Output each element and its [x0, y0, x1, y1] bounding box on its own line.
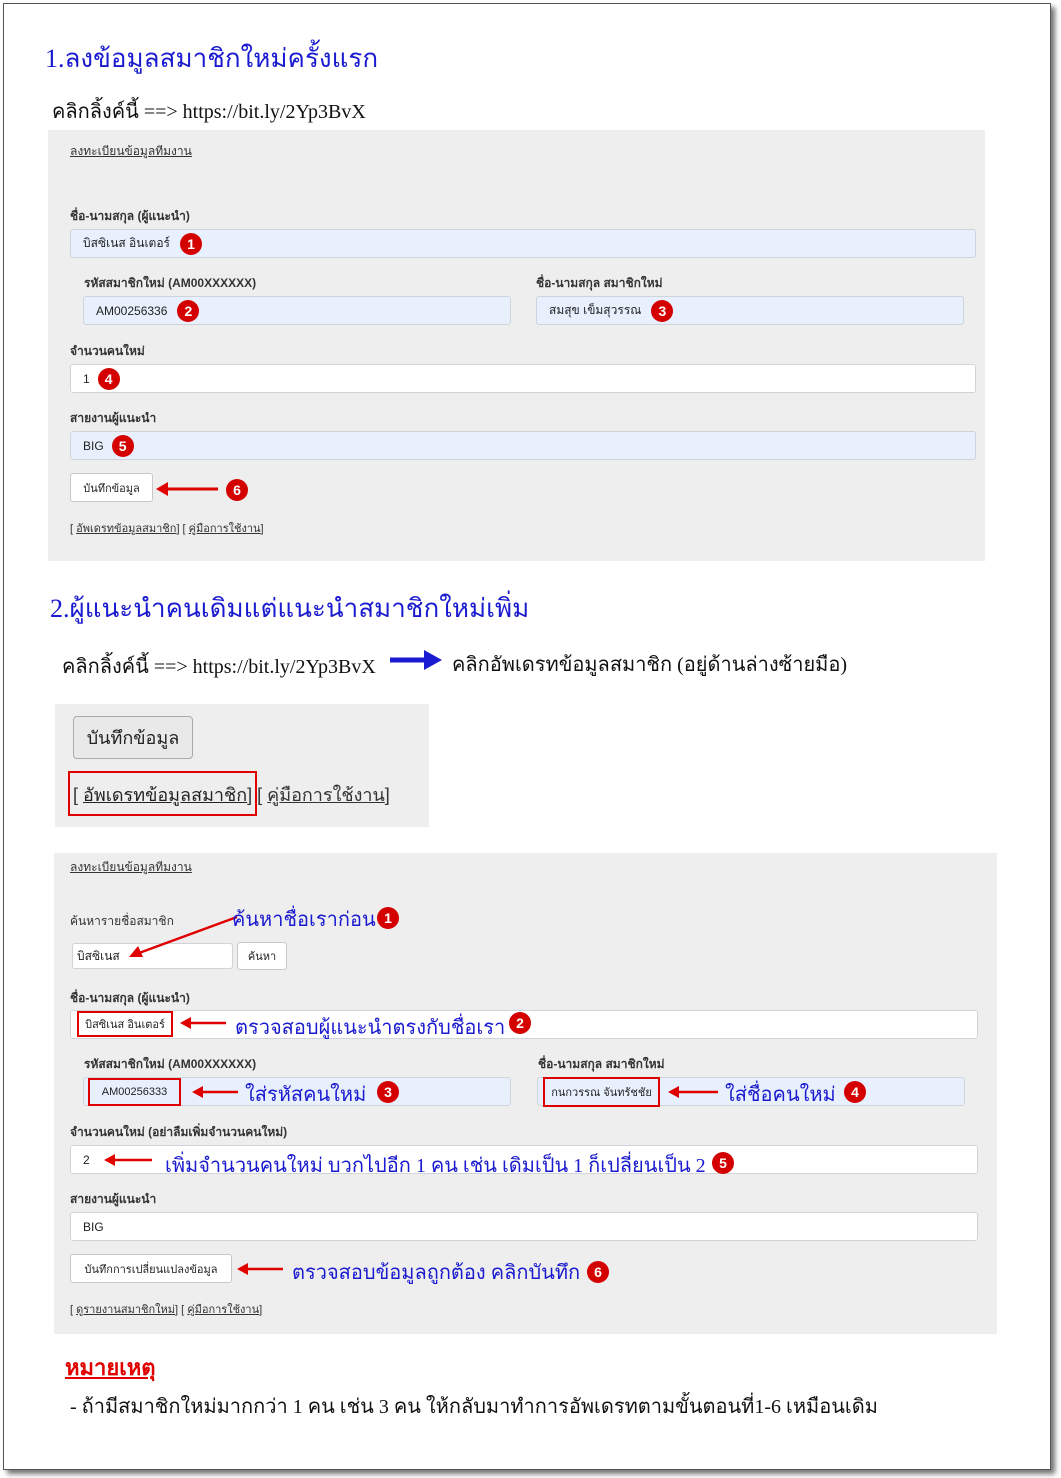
- instruction-url[interactable]: https://bit.ly/2Yp3BvX: [182, 101, 366, 123]
- arrow-left-icon: [180, 1015, 226, 1031]
- search-label: ค้นหารายชื่อสมาชิก: [70, 914, 174, 928]
- step-badge-1: 1: [180, 233, 202, 255]
- note-title: หมายเหตุ: [65, 1355, 156, 1380]
- line-input-2[interactable]: [70, 1212, 978, 1241]
- arrow-left-icon: [156, 480, 220, 498]
- save-changes-button[interactable]: บันทึกการเปลี่ยนแปลงข้อมูล: [70, 1254, 232, 1283]
- step-badge-6: 6: [226, 479, 248, 501]
- annotation-badge-5: 5: [712, 1152, 734, 1174]
- member-code-label: รหัสสมาชิกใหม่ (AM00XXXXXX): [84, 276, 257, 290]
- section1-instruction: [52, 95, 366, 127]
- step-badge-5: 5: [112, 435, 134, 457]
- member-name-label-2: ชื่อ-นามสกุล สมาชิกใหม่: [538, 1057, 665, 1071]
- section2-heading: 2.ผู้แนะนำคนเดิมแต่แนะนำสมาชิกใหม่เพิ่ม: [50, 594, 530, 623]
- arrow-right-icon: [390, 649, 442, 671]
- arrow-left-icon: [668, 1084, 718, 1100]
- instruction-url[interactable]: https://bit.ly/2Yp3BvX: [192, 656, 376, 678]
- step-badge-3: 3: [651, 300, 673, 322]
- annotation-5: เพิ่มจำนวนคนใหม่ บวกไปอีก 1 คน เช่น เดิมเป็น 1 ก็เปลี่ยนเป็น 2: [165, 1155, 706, 1177]
- register-link[interactable]: ลงทะเบียนข้อมูลทีมงาน: [70, 144, 192, 158]
- zoom-manual-link[interactable]: คู่มือการใช้งาน: [267, 785, 385, 805]
- zoom-save-button[interactable]: บันทึกข้อมูล: [73, 716, 193, 759]
- referrer-value: บิสซิเนส อินเตอร์: [83, 236, 171, 250]
- annotation-badge-4: 4: [844, 1081, 866, 1103]
- section2-instruction-note: คลิกอัพเดรทข้อมูลสมาชิก (อยู่ด้านล่างซ้ายมือ): [452, 654, 848, 676]
- note-text: - ถ้ามีสมาชิกใหม่มากกว่า 1 คน เช่น 3 คน ให้กลับมาทำการอัพเดรทตามขั้นตอนที่1-6 เหมือนเดิม: [70, 1396, 878, 1418]
- line-value-2: BIG: [83, 1219, 104, 1234]
- member-code-input[interactable]: [83, 296, 511, 325]
- annotation-2: ตรวจสอบผู้แนะนำตรงกับชื่อเรา: [235, 1017, 506, 1039]
- zoom-update-link[interactable]: อัพเดรทข้อมูลสมาชิก: [83, 785, 248, 805]
- annotation-badge-1: 1: [377, 907, 399, 929]
- highlight-box: [68, 771, 257, 816]
- search-value: บิสซิเนส: [77, 948, 120, 963]
- save-button[interactable]: บันทึกข้อมูล: [70, 473, 153, 502]
- register-link-2[interactable]: ลงทะเบียนข้อมูลทีมงาน: [70, 860, 192, 874]
- member-name-label: ชื่อ-นามสกุล สมาชิกใหม่: [536, 276, 663, 290]
- referrer-input[interactable]: [70, 229, 976, 258]
- arrow-left-icon: [192, 1084, 238, 1100]
- section2-footer-links: [ ดูรายงานสมาชิกใหม่] [ คู่มือการใช้งาน]: [70, 1304, 263, 1316]
- manual-link-2[interactable]: คู่มือการใช้งาน: [187, 1304, 260, 1316]
- referrer-label-2: ชื่อ-นามสกุล (ผู้แนะนำ): [70, 991, 190, 1005]
- member-code-value: AM00256336: [96, 303, 168, 318]
- referrer-value-2: บิสซิเนส อินเตอร์: [77, 1011, 173, 1037]
- search-button[interactable]: ค้นหา: [237, 942, 287, 970]
- section1-footer-links: [ อัพเดรทข้อมูลสมาชิก] [ คู่มือการใช้งาน]: [70, 523, 264, 535]
- count-label-2: จำนวนคนใหม่ (อย่าลืมเพิ่มจำนวนคนใหม่): [70, 1125, 288, 1139]
- annotation-badge-3: 3: [377, 1081, 399, 1103]
- instruction-prefix: คลิกลิ้งค์นี้ ==>: [62, 656, 193, 678]
- member-name-value-2: กนกวรรณ จันทรัชชัย: [543, 1077, 660, 1107]
- line-label-2: สายงานผู้แนะนำ: [70, 1192, 157, 1206]
- annotation-4: ใส่ชื่อคนใหม่: [725, 1084, 836, 1106]
- zoom-footer-links: [ อัพเดรทข้อมูลสมาชิก] [ คู่มือการใช้งาน]: [73, 785, 390, 805]
- update-member-link[interactable]: อัพเดรทข้อมูลสมาชิก: [76, 523, 177, 535]
- count-label: จำนวนคนใหม่: [70, 344, 145, 358]
- annotation-6: ตรวจสอบข้อมูลถูกต้อง คลิกบันทึก: [292, 1262, 581, 1284]
- count-value: 1: [83, 371, 90, 386]
- report-link[interactable]: ดูรายงานสมาชิกใหม่: [76, 1304, 176, 1316]
- member-name-value: สมสุข เข็มสุวรรณ: [549, 303, 642, 317]
- section2-instruction: [62, 650, 376, 682]
- count-value-2: 2: [83, 1152, 90, 1167]
- instruction-prefix: คลิกลิ้งค์นี้ ==>: [52, 101, 183, 123]
- count-input[interactable]: [70, 364, 976, 393]
- annotation-badge-6: 6: [587, 1261, 609, 1283]
- annotation-1: ค้นหาชื่อเราก่อน: [232, 909, 376, 931]
- referrer-label: ชื่อ-นามสกุล (ผู้แนะนำ): [70, 209, 190, 223]
- annotation-3: ใส่รหัสคนใหม่: [245, 1084, 367, 1106]
- annotation-badge-2: 2: [509, 1012, 531, 1034]
- line-label: สายงานผู้แนะนำ: [70, 411, 157, 425]
- manual-link[interactable]: คู่มือการใช้งาน: [188, 523, 261, 535]
- member-code-value-2: AM00256333: [88, 1078, 181, 1106]
- member-code-label-2: รหัสสมาชิกใหม่ (AM00XXXXXX): [84, 1057, 257, 1071]
- step-badge-4: 4: [98, 368, 120, 390]
- section1-heading: 1.ลงข้อมูลสมาชิกใหม่ครั้งแรก: [45, 44, 379, 73]
- line-input[interactable]: [70, 431, 976, 460]
- line-value: BIG: [83, 438, 104, 453]
- member-name-input[interactable]: [536, 296, 964, 325]
- step-badge-2: 2: [177, 300, 199, 322]
- arrow-left-icon: [104, 1152, 152, 1168]
- arrow-pointer-icon: [125, 915, 240, 960]
- arrow-left-icon: [237, 1261, 283, 1277]
